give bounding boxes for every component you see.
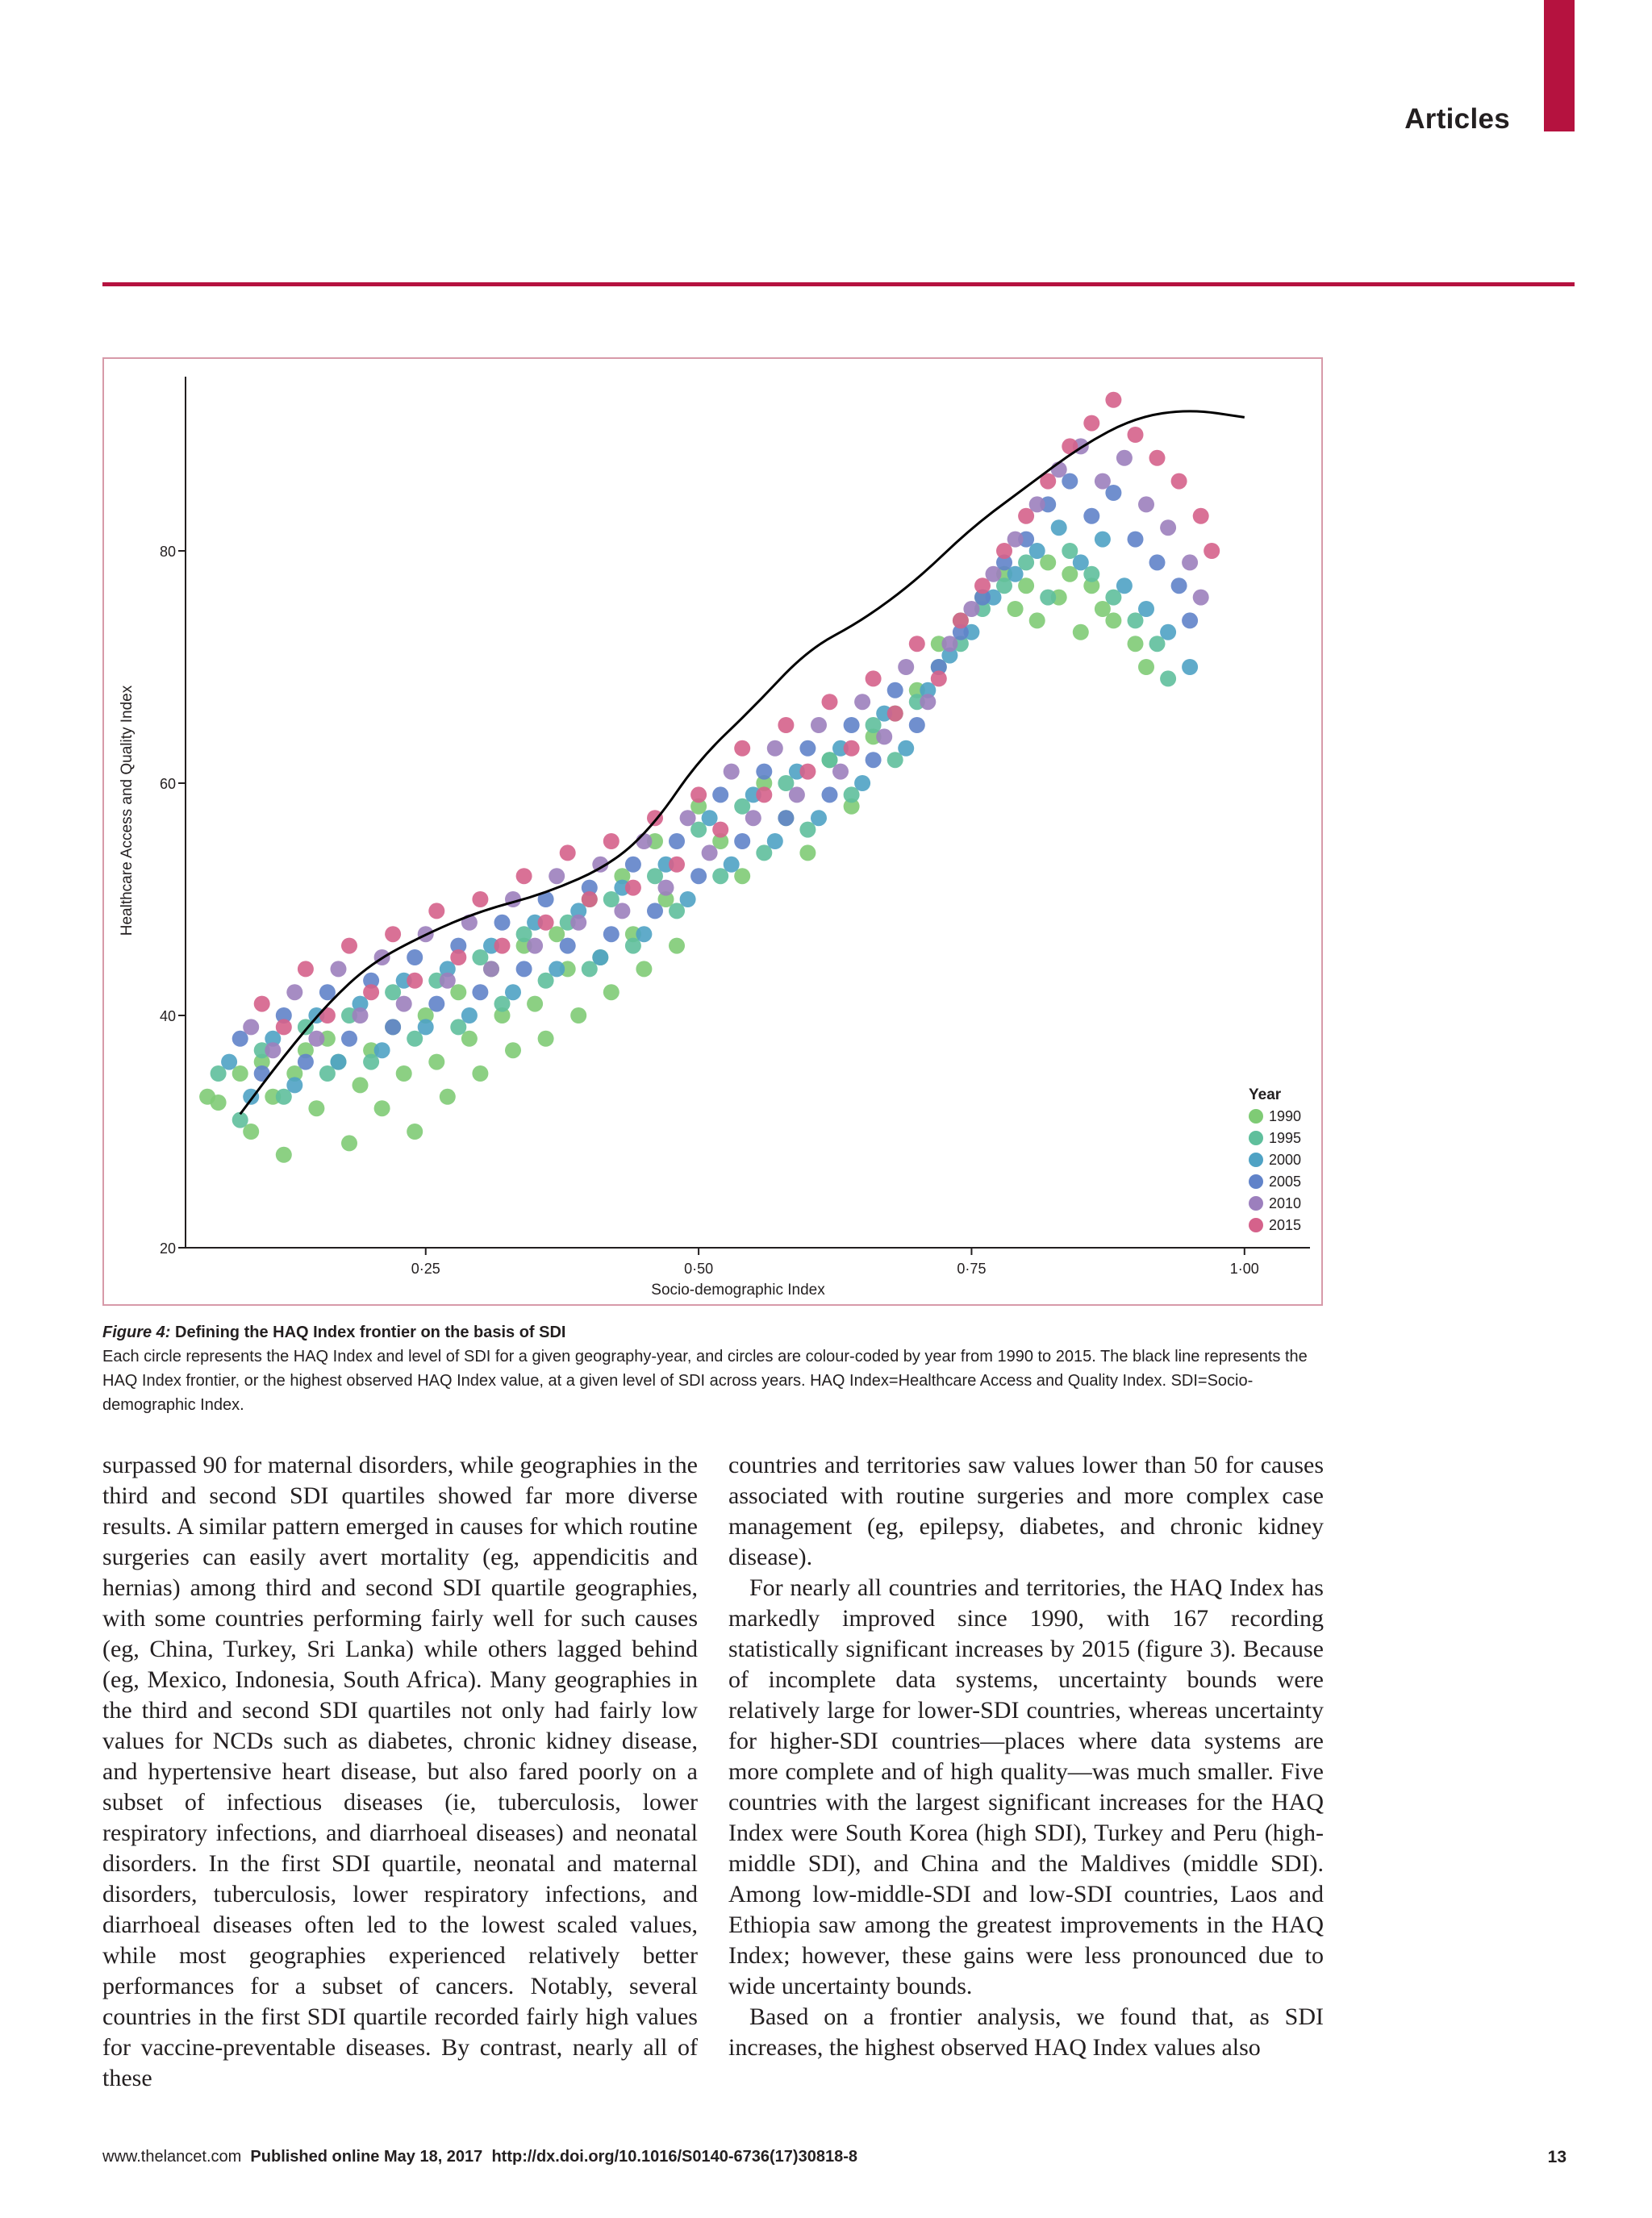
data-point-2010-43 [1182, 554, 1198, 570]
data-point-2005-3 [298, 1054, 314, 1070]
data-point-2015-34 [996, 543, 1012, 559]
data-point-2015-23 [756, 786, 772, 803]
body-column-right [728, 1450, 1324, 2063]
data-points [199, 392, 1220, 1163]
data-point-2015-0 [254, 996, 270, 1012]
x-tick-label-0: 0·25 [411, 1261, 440, 1277]
paragraph: For nearly all countries and territories, the HAQ Index has markedly improved since 1990, with 167 recording statistically significant increases by 2015 (figure 3). Because of incomplete data systems, uncertainty bounds were relatively large for lower-SDI countries, whereas uncertainty for higher-SDI countries—places where data systems are more complete and of high quality—was much smaller. Five countries with the largest significant increases for the HAQ Index were South Korea (high SDI), Turkey and Peru (high-middle SDI), and China and the Maldives (middle SDI). Among low-middle-SDI and low-SDI countries, Laos and Ethiopia saw among the greatest improvements in the HAQ Index; however, these gains were less pronounced due to wide uncertainty bounds. [728, 1574, 1324, 1999]
data-point-2015-32 [953, 612, 969, 628]
data-point-1990-30 [538, 1031, 554, 1047]
data-point-1990-12 [341, 1135, 357, 1151]
data-point-1995-1 [232, 1112, 248, 1128]
y-tick-label-2: 60 [159, 776, 176, 792]
data-point-2000-43 [1160, 624, 1176, 640]
data-point-2005-26 [799, 740, 816, 757]
paragraph: Based on a frontier analysis, we found that, as SDI increases, the highest observed HAQ Index values also [728, 2003, 1324, 2061]
data-point-2005-43 [1171, 577, 1187, 594]
data-point-2000-9 [418, 1019, 434, 1035]
data-point-1990-69 [1138, 659, 1154, 675]
data-point-2015-17 [625, 880, 641, 896]
data-point-2000-41 [1116, 577, 1133, 594]
figure-caption-text: Each circle represents the HAQ Index and level of SDI for a given geography-year, and circles are colour-coded by year from 1990 to 2015. The black line represents the HAQ Index frontier, or the highest observed HAQ Index value, at a given level of SDI across years. HAQ Index=Healthcare Access and Quality Index. SDI=Socio-demographic Index. [102, 1348, 1308, 1414]
legend-swatch-2010 [1249, 1196, 1263, 1211]
figure-title: Defining the HAQ Index frontier on the basis of SDI [175, 1324, 566, 1341]
data-point-2010-31 [920, 694, 936, 710]
section-label: Articles [1404, 103, 1510, 135]
data-point-2010-26 [811, 717, 827, 733]
legend [1249, 1086, 1301, 1233]
figure-caption [102, 1320, 1329, 1417]
legend-swatch-1990 [1249, 1109, 1263, 1124]
data-point-2005-24 [756, 764, 772, 780]
paragraph: surpassed 90 for maternal disorders, while geographies in the third and second SDI quartiles showed far more diverse results. A similar pattern emerged in causes for which routine surgeries can easily avert mortality (eg, appendicitis and hernias) among third and second SDI quartile geographies, with some countries performing fairly well for such causes (eg, China, Turkey, Sri Lanka) while others lagged behind (eg, Mexico, Indonesia, South Africa). Many geographies in the third and second SDI quartiles not only had fairly low values for NCDs such as diabetes, chronic kidney disease, and hypertensive heart disease, but also fared poorly on a subset of infectious diseases (ie, tuberculosis, lower respiratory infections, and diarrhoeal diseases) and neonatal disorders. In the first SDI quartile, neonatal and maternal disorders, tuberculosis, lower respiratory infections, and diarrhoeal diseases often led to the lowest scaled values, while most geographies experienced relatively better performances for a subset of cancers. Notably, several countries in the first SDI quartile recorded fairly high values for vaccine-preventable diseases. By contrast, nearly all of these [102, 1452, 698, 2091]
data-point-2000-0 [221, 1054, 237, 1070]
data-point-2000-42 [1138, 601, 1154, 617]
data-point-2015-29 [887, 706, 903, 722]
data-point-2015-19 [669, 857, 685, 873]
data-point-2015-1 [276, 1019, 292, 1035]
data-point-2005-42 [1149, 554, 1166, 570]
data-point-2000-21 [680, 891, 696, 907]
data-point-2010-29 [876, 728, 892, 744]
data-point-1990-48 [799, 844, 816, 861]
data-point-1990-18 [407, 1124, 423, 1140]
data-point-2015-39 [1105, 392, 1121, 408]
data-point-2015-26 [822, 694, 838, 710]
data-point-2000-3 [286, 1077, 302, 1093]
data-point-1990-68 [1128, 636, 1144, 652]
legend-label-1995: 1995 [1269, 1130, 1302, 1146]
data-point-2015-40 [1128, 427, 1144, 443]
data-point-2000-27 [811, 810, 827, 826]
data-point-2010-0 [243, 1019, 259, 1035]
data-point-2015-9 [450, 949, 466, 965]
data-point-2005-19 [647, 903, 663, 919]
data-point-2005-28 [844, 717, 860, 733]
data-point-1990-39 [636, 961, 652, 977]
data-point-2010-21 [702, 844, 718, 861]
data-point-2015-24 [778, 717, 794, 733]
data-point-1990-58 [1007, 601, 1024, 617]
data-point-2015-25 [799, 764, 816, 780]
legend-label-2000: 2000 [1269, 1152, 1302, 1168]
data-point-1990-15 [374, 1100, 390, 1116]
data-point-2015-16 [603, 833, 620, 849]
data-point-2000-23 [724, 857, 740, 873]
data-point-2015-11 [494, 938, 511, 954]
data-point-2005-8 [407, 949, 423, 965]
x-tick-label-3: 1·00 [1229, 1261, 1259, 1277]
data-point-2015-42 [1171, 473, 1187, 490]
data-point-1990-17 [396, 1065, 412, 1082]
data-point-2005-11 [472, 984, 488, 1000]
data-point-2015-2 [298, 961, 314, 977]
data-point-2000-25 [767, 833, 783, 849]
data-point-2015-20 [690, 786, 707, 803]
data-point-1990-21 [440, 1089, 456, 1105]
data-point-2005-18 [625, 857, 641, 873]
y-tick-label-1: 40 [159, 1008, 176, 1024]
data-point-2010-14 [549, 868, 565, 884]
header-rule [102, 282, 1575, 286]
data-point-2010-28 [854, 694, 870, 710]
legend-swatch-2005 [1249, 1174, 1263, 1189]
data-point-2010-9 [440, 973, 456, 989]
data-point-2010-44 [1193, 590, 1209, 606]
legend-label-1990: 1990 [1269, 1108, 1302, 1124]
data-point-2015-44 [1204, 543, 1220, 559]
legend-title: Year [1249, 1086, 1282, 1103]
data-point-2015-8 [428, 903, 444, 919]
data-point-2005-39 [1083, 508, 1099, 524]
data-point-2010-23 [745, 810, 761, 826]
data-point-2000-38 [1051, 519, 1067, 536]
data-point-2015-21 [712, 822, 728, 838]
data-point-2015-33 [974, 577, 991, 594]
data-point-2015-35 [1018, 508, 1034, 524]
data-point-1995-44 [1160, 670, 1176, 686]
data-point-2010-1 [265, 1042, 281, 1058]
page-number: 13 [1547, 2148, 1566, 2166]
data-point-2015-14 [560, 844, 576, 861]
data-point-2015-6 [385, 926, 401, 942]
data-point-1990-13 [353, 1077, 369, 1093]
data-point-2015-31 [931, 670, 947, 686]
data-point-1990-29 [527, 996, 543, 1012]
data-point-2015-43 [1193, 508, 1209, 524]
x-tick-label-2: 0·75 [957, 1261, 987, 1277]
data-point-2000-44 [1182, 659, 1198, 675]
data-point-2005-31 [909, 717, 925, 733]
figure-panel [102, 357, 1323, 1306]
data-point-2005-27 [822, 786, 838, 803]
y-tick-label-0: 20 [159, 1240, 176, 1257]
x-axis-label: Socio-demographic Index [651, 1282, 825, 1299]
data-point-2010-18 [636, 833, 652, 849]
legend-label-2015: 2015 [1269, 1217, 1302, 1233]
data-point-2010-30 [898, 659, 914, 675]
data-point-1990-67 [1105, 612, 1121, 628]
journal-site: www.thelancet.com [102, 2148, 242, 2166]
data-point-2015-4 [341, 938, 357, 954]
scatter-chart [104, 359, 1321, 1304]
data-point-2005-30 [887, 682, 903, 698]
data-point-2005-13 [516, 961, 532, 977]
data-point-2010-41 [1138, 496, 1154, 512]
body-column-left [102, 1450, 698, 2094]
data-point-2010-25 [789, 786, 805, 803]
data-point-2005-17 [603, 926, 620, 942]
data-point-2005-15 [560, 938, 576, 954]
data-point-2015-28 [866, 670, 882, 686]
data-point-2005-5 [341, 1031, 357, 1047]
data-point-2015-12 [516, 868, 532, 884]
data-point-2010-24 [767, 740, 783, 757]
data-point-1990-9 [308, 1100, 324, 1116]
data-point-2005-41 [1128, 532, 1144, 548]
data-point-2010-39 [1095, 473, 1111, 490]
legend-swatch-1995 [1249, 1131, 1263, 1145]
data-point-1990-36 [603, 984, 620, 1000]
data-point-2010-32 [941, 636, 957, 652]
data-point-2010-4 [331, 961, 347, 977]
y-axis-label: Healthcare Access and Quality Index [119, 685, 136, 936]
data-point-2005-12 [494, 915, 511, 931]
data-point-2015-38 [1083, 415, 1099, 432]
section-tab-marker [1544, 0, 1575, 131]
data-point-2010-42 [1160, 519, 1176, 536]
data-point-2015-5 [363, 984, 379, 1000]
figure-label: Figure 4: [102, 1324, 171, 1341]
data-point-2015-13 [538, 915, 554, 931]
data-point-2000-39 [1073, 554, 1089, 570]
doi-link[interactable]: http://dx.doi.org/10.1016/S0140-6736(17)30818-8 [491, 2148, 857, 2166]
data-point-2000-7 [374, 1042, 390, 1058]
data-point-2015-7 [407, 973, 423, 989]
data-point-1990-24 [472, 1065, 488, 1082]
paragraph: countries and territories saw values lower than 50 for causes associated with routine surgeries and more complex case management (eg, epilepsy, diabetes, and chronic kidney disease). [728, 1452, 1324, 1570]
data-point-1990-64 [1073, 624, 1089, 640]
data-point-2010-17 [614, 903, 630, 919]
legend-label-2010: 2010 [1269, 1195, 1302, 1211]
data-point-2000-13 [505, 984, 521, 1000]
data-point-2005-9 [428, 996, 444, 1012]
data-point-2010-13 [527, 938, 543, 954]
data-point-2000-19 [636, 926, 652, 942]
data-point-2015-41 [1149, 450, 1166, 466]
data-point-2005-21 [690, 868, 707, 884]
data-point-2010-15 [570, 915, 586, 931]
data-point-2015-22 [734, 740, 750, 757]
data-point-2015-27 [844, 740, 860, 757]
data-point-2000-11 [461, 1007, 478, 1024]
data-point-2010-5 [353, 1007, 369, 1024]
data-point-2010-11 [483, 961, 499, 977]
data-point-1990-1 [211, 1094, 227, 1111]
y-tick-label-3: 80 [159, 544, 176, 560]
data-point-2000-17 [592, 949, 608, 965]
data-point-1990-42 [669, 938, 685, 954]
data-point-2010-20 [680, 810, 696, 826]
data-point-2010-27 [832, 764, 849, 780]
data-point-2015-15 [582, 891, 598, 907]
data-point-2005-22 [712, 786, 728, 803]
data-point-2015-30 [909, 636, 925, 652]
data-point-2010-3 [308, 1031, 324, 1047]
data-point-2000-40 [1095, 532, 1111, 548]
data-point-2010-2 [286, 984, 302, 1000]
data-point-2005-44 [1182, 612, 1198, 628]
data-point-1990-33 [570, 1007, 586, 1024]
data-point-1990-60 [1029, 612, 1045, 628]
data-point-2010-7 [396, 996, 412, 1012]
x-tick-label-1: 0·50 [684, 1261, 714, 1277]
data-point-2000-5 [331, 1054, 347, 1070]
legend-label-2005: 2005 [1269, 1174, 1302, 1190]
data-point-2000-29 [854, 775, 870, 791]
data-point-2005-7 [385, 1019, 401, 1035]
legend-swatch-2015 [1249, 1218, 1263, 1232]
published-date: Published online May 18, 2017 [250, 2148, 483, 2166]
data-point-2015-10 [472, 891, 488, 907]
data-point-1990-6 [276, 1147, 292, 1163]
data-point-1995-38 [1040, 590, 1056, 606]
data-point-2000-31 [898, 740, 914, 757]
data-point-2010-40 [1116, 450, 1133, 466]
data-point-1990-20 [428, 1054, 444, 1070]
data-point-2005-20 [669, 833, 685, 849]
data-point-1990-27 [505, 1042, 521, 1058]
axis-ticks [160, 544, 1259, 1277]
page-footer [102, 2148, 857, 2166]
data-point-2005-29 [866, 752, 882, 768]
data-point-2005-25 [778, 810, 794, 826]
legend-swatch-2000 [1249, 1153, 1263, 1167]
data-point-2010-19 [658, 880, 674, 896]
data-point-2000-15 [549, 961, 565, 977]
data-point-2005-23 [734, 833, 750, 849]
data-point-2010-22 [724, 764, 740, 780]
